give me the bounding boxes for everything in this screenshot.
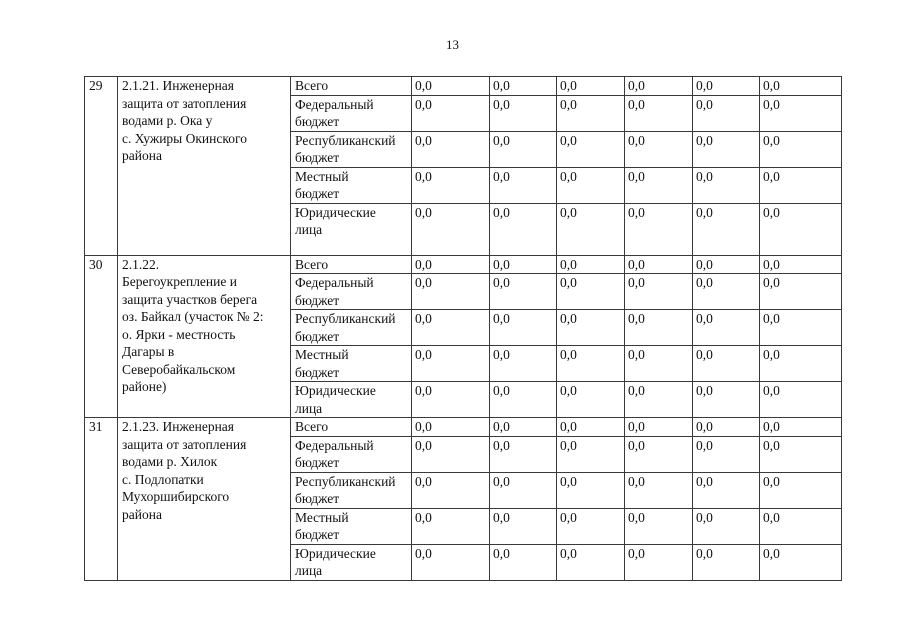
- value-cell: 0,0: [625, 203, 693, 255]
- value-cell: 0,0: [625, 77, 693, 96]
- value-cell: 0,0: [760, 274, 842, 310]
- value-cell: 0,0: [557, 472, 625, 508]
- value-cell: 0,0: [557, 255, 625, 274]
- table-body: [85, 77, 842, 581]
- value-cell: 0,0: [693, 382, 760, 418]
- value-cell: 0,0: [412, 418, 490, 437]
- value-cell: 0,0: [557, 274, 625, 310]
- value-cell: 0,0: [693, 310, 760, 346]
- measure-title: 2.1.21. Инженерная защита от затопления водами р. Ока у с. Хужиры Окинского района: [118, 77, 291, 256]
- value-cell: 0,0: [625, 418, 693, 437]
- value-cell: 0,0: [490, 346, 557, 382]
- value-cell: 0,0: [693, 436, 760, 472]
- value-cell: 0,0: [490, 95, 557, 131]
- table-row: [85, 418, 842, 437]
- value-cell: 0,0: [760, 418, 842, 437]
- value-cell: 0,0: [693, 255, 760, 274]
- value-cell: 0,0: [693, 508, 760, 544]
- value-cell: 0,0: [625, 95, 693, 131]
- value-cell: 0,0: [412, 203, 490, 255]
- row-number: 31: [85, 418, 118, 581]
- value-cell: 0,0: [760, 167, 842, 203]
- funding-source: Республиканский бюджет: [291, 310, 412, 346]
- value-cell: 0,0: [412, 131, 490, 167]
- value-cell: 0,0: [760, 131, 842, 167]
- value-cell: 0,0: [625, 472, 693, 508]
- funding-source: Федеральный бюджет: [291, 95, 412, 131]
- value-cell: 0,0: [625, 310, 693, 346]
- table-row: [85, 255, 842, 274]
- value-cell: 0,0: [490, 77, 557, 96]
- funding-source: Всего: [291, 77, 412, 96]
- value-cell: 0,0: [693, 418, 760, 437]
- page-number: 13: [446, 37, 459, 52]
- value-cell: 0,0: [490, 418, 557, 437]
- value-cell: 0,0: [557, 131, 625, 167]
- value-cell: 0,0: [693, 131, 760, 167]
- value-cell: 0,0: [490, 472, 557, 508]
- funding-source: Местный бюджет: [291, 508, 412, 544]
- funding-source: Федеральный бюджет: [291, 436, 412, 472]
- value-cell: 0,0: [693, 346, 760, 382]
- value-cell: 0,0: [490, 274, 557, 310]
- funding-source: Местный бюджет: [291, 346, 412, 382]
- value-cell: 0,0: [693, 544, 760, 580]
- value-cell: 0,0: [693, 95, 760, 131]
- value-cell: 0,0: [625, 544, 693, 580]
- value-cell: 0,0: [693, 203, 760, 255]
- value-cell: 0,0: [760, 95, 842, 131]
- value-cell: 0,0: [490, 436, 557, 472]
- value-cell: 0,0: [760, 310, 842, 346]
- funding-source: Республиканский бюджет: [291, 472, 412, 508]
- value-cell: 0,0: [625, 167, 693, 203]
- funding-source: Юридические лица: [291, 544, 412, 580]
- value-cell: 0,0: [490, 508, 557, 544]
- value-cell: 0,0: [625, 274, 693, 310]
- value-cell: 0,0: [490, 131, 557, 167]
- value-cell: 0,0: [412, 382, 490, 418]
- value-cell: 0,0: [490, 255, 557, 274]
- value-cell: 0,0: [557, 310, 625, 346]
- value-cell: 0,0: [490, 544, 557, 580]
- value-cell: 0,0: [760, 508, 842, 544]
- value-cell: 0,0: [557, 346, 625, 382]
- value-cell: 0,0: [412, 544, 490, 580]
- value-cell: 0,0: [412, 255, 490, 274]
- value-cell: 0,0: [693, 472, 760, 508]
- value-cell: 0,0: [693, 274, 760, 310]
- value-cell: 0,0: [693, 167, 760, 203]
- measure-title: 2.1.22. Берегоукрепление и защита участков берега оз. Байкал (участок № 2: о. Ярки - местность Дагары в Северобайкальском районе): [118, 255, 291, 418]
- value-cell: 0,0: [557, 95, 625, 131]
- value-cell: 0,0: [412, 310, 490, 346]
- budget-table: [84, 76, 842, 581]
- value-cell: 0,0: [760, 472, 842, 508]
- table-row: [85, 77, 842, 96]
- value-cell: 0,0: [490, 310, 557, 346]
- value-cell: 0,0: [760, 203, 842, 255]
- measure-title: 2.1.23. Инженерная защита от затопления водами р. Хилок с. Подлопатки Мухоршибирского района: [118, 418, 291, 581]
- funding-source: Республиканский бюджет: [291, 131, 412, 167]
- value-cell: 0,0: [412, 77, 490, 96]
- value-cell: 0,0: [557, 418, 625, 437]
- value-cell: 0,0: [412, 346, 490, 382]
- value-cell: 0,0: [557, 508, 625, 544]
- value-cell: 0,0: [557, 203, 625, 255]
- value-cell: 0,0: [760, 436, 842, 472]
- value-cell: 0,0: [557, 436, 625, 472]
- funding-source: Юридические лица: [291, 203, 412, 255]
- value-cell: 0,0: [412, 274, 490, 310]
- value-cell: 0,0: [760, 544, 842, 580]
- value-cell: 0,0: [760, 255, 842, 274]
- row-number: 30: [85, 255, 118, 418]
- value-cell: 0,0: [760, 382, 842, 418]
- value-cell: 0,0: [760, 346, 842, 382]
- value-cell: 0,0: [557, 77, 625, 96]
- value-cell: 0,0: [490, 167, 557, 203]
- value-cell: 0,0: [625, 382, 693, 418]
- value-cell: 0,0: [625, 436, 693, 472]
- value-cell: 0,0: [412, 95, 490, 131]
- row-number: 29: [85, 77, 118, 256]
- value-cell: 0,0: [412, 167, 490, 203]
- value-cell: 0,0: [412, 508, 490, 544]
- funding-source: Местный бюджет: [291, 167, 412, 203]
- value-cell: 0,0: [625, 346, 693, 382]
- value-cell: 0,0: [693, 77, 760, 96]
- value-cell: 0,0: [490, 203, 557, 255]
- value-cell: 0,0: [625, 255, 693, 274]
- value-cell: 0,0: [412, 472, 490, 508]
- value-cell: 0,0: [760, 77, 842, 96]
- funding-source: Всего: [291, 255, 412, 274]
- value-cell: 0,0: [412, 436, 490, 472]
- value-cell: 0,0: [557, 382, 625, 418]
- funding-source: Всего: [291, 418, 412, 437]
- value-cell: 0,0: [625, 508, 693, 544]
- funding-source: Федеральный бюджет: [291, 274, 412, 310]
- value-cell: 0,0: [557, 167, 625, 203]
- value-cell: 0,0: [625, 131, 693, 167]
- funding-source: Юридические лица: [291, 382, 412, 418]
- value-cell: 0,0: [490, 382, 557, 418]
- value-cell: 0,0: [557, 544, 625, 580]
